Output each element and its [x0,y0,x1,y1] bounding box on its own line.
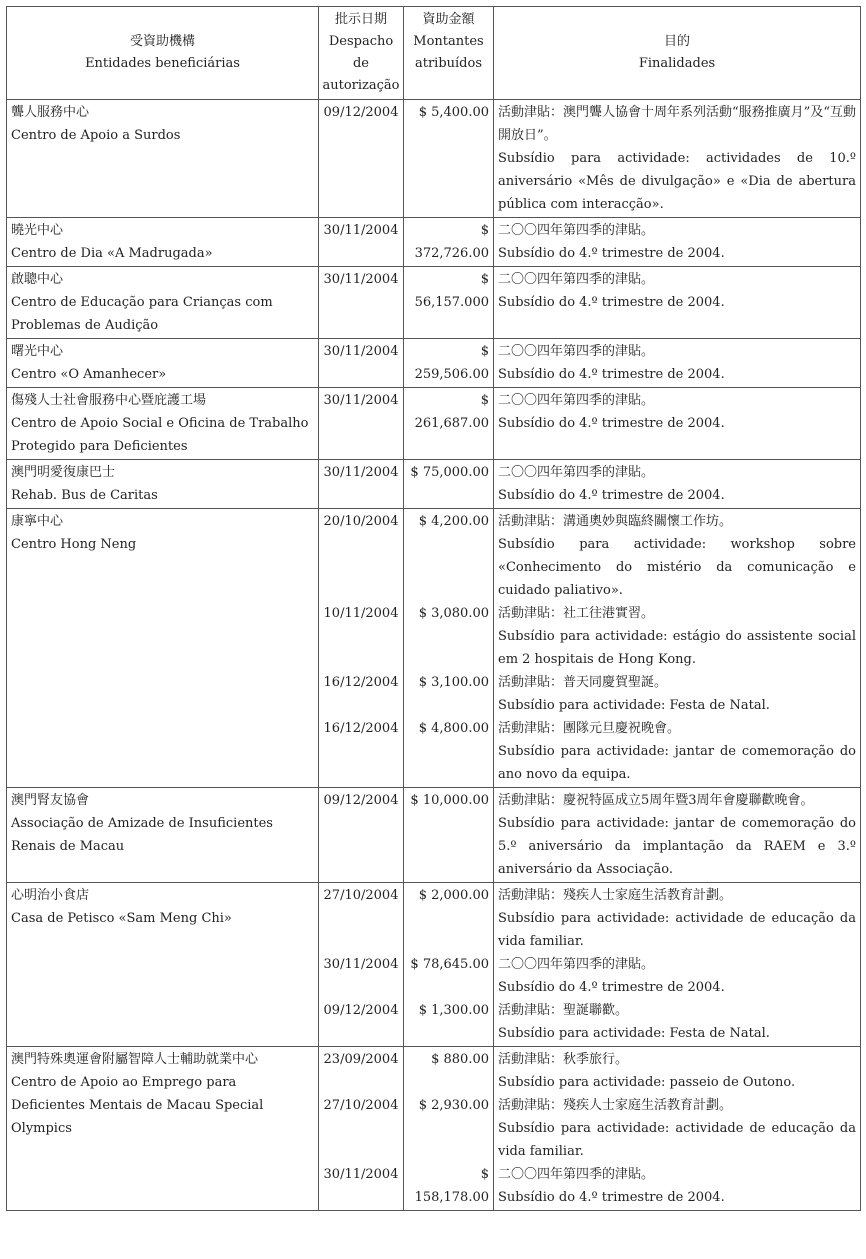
amount-value: $ 75,000.00 [410,465,489,480]
purpose-zh: 二〇〇四年第四季的津貼。 [498,393,655,408]
purpose-zh: 活動津貼：殘疾人士家庭生活教育計劃。 [498,1098,733,1113]
entity-name-pt: Centro de Apoio ao Emprego para Deficientes Mentais de Macau Special Olympics [11,1075,264,1136]
date-cell [319,218,404,267]
entity-cell [7,883,319,1047]
purpose-pt: Subsídio do 4.º trimestre de 2004. [498,416,725,431]
amount-cell [404,509,494,788]
entity-name-zh: 澳門腎友協會 [11,793,90,808]
entity-cell [7,339,319,388]
purpose-block [498,884,856,953]
amount-value: $ 5,400.00 [418,105,489,120]
approval-date: 10/11/2004 [323,606,399,621]
date-cell [319,100,404,218]
purpose-block [498,219,856,265]
entity-cell [7,388,319,460]
purpose-pt: Subsídio para actividade: workshop sobre «Conhecimento do mistério da comunicação e cuidado paliativo». [498,537,856,598]
header-date-pt1: Despacho de [328,34,394,71]
purpose-pt: Subsídio para actividade: jantar de comemoração do 5.º aniversário da implantação da RAEM e 3.º aniversário da Associação. [498,816,856,877]
entity-name-zh: 心明治小食店 [11,888,90,903]
amount-cell [404,788,494,883]
purpose-zh: 活動津貼：秋季旅行。 [498,1052,629,1067]
entity-name-pt: Centro de Educação para Crianças com Problemas de Audição [11,295,273,333]
purpose-block [498,461,856,507]
amount-cell [404,388,494,460]
header-date-pt2: autorização [322,78,400,93]
approval-date: 09/12/2004 [323,1003,399,1018]
entity-name-pt: Centro de Apoio Social e Oficina de Trabalho Protegido para Deficientes [11,416,309,454]
header-entity-zh: 受資助機構 [129,34,195,49]
purpose-pt: Subsídio para actividade: actividade de educação da vida familiar. [498,1121,856,1159]
table-row [7,460,861,509]
approval-date: 30/11/2004 [323,223,399,238]
purpose-zh: 活動津貼：慶祝特區成立5周年暨3周年會慶聯歡晚會。 [498,793,814,808]
amount-value: $ 372,726.00 [414,223,489,261]
approval-date: 27/10/2004 [323,1098,399,1113]
amount-value: $ 259,506.00 [414,344,489,382]
purpose-pt: Subsídio do 4.º trimestre de 2004. [498,1190,725,1205]
date-cell [319,267,404,339]
entity-name-zh: 澳門明愛復康巴士 [11,465,116,480]
purpose-zh: 活動津貼：溝通奧妙與臨終關懷工作坊。 [498,514,733,529]
purpose-cell [494,388,861,460]
approval-date: 16/12/2004 [323,675,399,690]
amount-value: $ 880.00 [431,1052,489,1067]
amount-value: $ 1,300.00 [418,1003,489,1018]
entity-name-pt: Centro de Apoio a Surdos [11,128,181,143]
entity-name-zh: 啟聰中心 [11,272,64,287]
subsidy-table [6,6,861,1211]
approval-date: 30/11/2004 [323,957,399,972]
purpose-block [498,789,856,881]
purpose-pt: Subsídio para actividade: jantar de comemoração do ano novo da equipa. [498,744,856,782]
purpose-cell [494,460,861,509]
purpose-block [498,268,856,314]
amount-cell [404,1047,494,1211]
purpose-zh: 二〇〇四年第四季的津貼。 [498,1167,655,1182]
amount-value: $ 158,178.00 [414,1167,489,1205]
purpose-block [498,1094,856,1163]
date-cell [319,1047,404,1211]
purpose-pt: Subsídio para actividade: actividades de 10.º aniversário «Mês de divulgação» e «Dia de abertura pública com interacção». [498,151,856,212]
entity-name-zh: 曉光中心 [11,223,64,238]
header-entity-pt: Entidades beneficiárias [85,56,240,71]
amount-cell [404,460,494,509]
purpose-zh: 二〇〇四年第四季的津貼。 [498,957,655,972]
entity-name-pt: Rehab. Bus de Caritas [11,488,158,503]
header-date-zh: 批示日期 [334,12,387,27]
approval-date: 27/10/2004 [323,888,399,903]
entity-name-pt: Associação de Amizade de Insuficientes Renais de Macau [11,816,273,854]
entity-cell [7,460,319,509]
purpose-zh: 活動津貼：團隊元旦慶祝晚會。 [498,721,681,736]
amount-cell [404,218,494,267]
table-row [7,388,861,460]
amount-value: $ 2,930.00 [418,1098,489,1113]
approval-date: 16/12/2004 [323,721,399,736]
purpose-zh: 活動津貼：殘疾人士家庭生活教育計劃。 [498,888,733,903]
entity-name-pt: Centro Hong Neng [11,537,137,552]
purpose-pt: Subsídio para actividade: Festa de Natal. [498,698,770,713]
approval-date: 30/11/2004 [323,272,399,287]
purpose-block [498,602,856,671]
amount-value: $ 4,200.00 [418,514,489,529]
entity-name-zh: 康寧中心 [11,514,64,529]
purpose-block [498,340,856,386]
amount-value: $ 56,157.000 [414,272,489,310]
amount-value: $ 10,000.00 [410,793,489,808]
entity-cell [7,509,319,788]
purpose-block [498,1048,856,1094]
purpose-cell [494,509,861,788]
entity-name-zh: 聾人服務中心 [11,105,90,120]
purpose-pt: Subsídio do 4.º trimestre de 2004. [498,488,725,503]
purpose-pt: Subsídio para actividade: passeio de Outono. [498,1075,796,1090]
date-cell [319,388,404,460]
purpose-zh: 二〇〇四年第四季的津貼。 [498,272,655,287]
purpose-cell [494,883,861,1047]
entity-cell [7,788,319,883]
date-cell [319,339,404,388]
date-cell [319,460,404,509]
purpose-cell [494,788,861,883]
header-amount-pt1: Montantes [413,34,484,49]
date-cell [319,883,404,1047]
header-row [7,7,861,100]
purpose-pt: Subsídio do 4.º trimestre de 2004. [498,980,725,995]
amount-cell [404,100,494,218]
purpose-zh: 二〇〇四年第四季的津貼。 [498,344,655,359]
amount-value: $ 78,645.00 [410,957,489,972]
purpose-block [498,953,856,999]
header-amount [404,7,494,100]
approval-date: 30/11/2004 [323,393,399,408]
purpose-zh: 活動津貼：澳門聾人協會十周年系列活動“服務推廣月”及“互動開放日”。 [498,105,856,143]
entity-cell [7,1047,319,1211]
table-row [7,218,861,267]
table-row [7,267,861,339]
header-amount-zh: 資助金額 [422,12,475,27]
header-purpose-pt: Finalidades [638,56,716,71]
table-row [7,100,861,218]
purpose-zh: 活動津貼：社工往港實習。 [498,606,655,621]
purpose-cell [494,339,861,388]
purpose-zh: 活動津貼：普天同慶賀聖誕。 [498,675,668,690]
purpose-cell [494,218,861,267]
purpose-pt: Subsídio para actividade: actividade de educação da vida familiar. [498,911,856,949]
table-row [7,788,861,883]
entity-name-zh: 澳門特殊奧運會附屬智障人士輔助就業中心 [11,1052,259,1067]
table-body [7,100,861,1211]
header-entity [7,7,319,100]
approval-date: 20/10/2004 [323,514,399,529]
amount-cell [404,339,494,388]
amount-value: $ 3,100.00 [418,675,489,690]
approval-date: 09/12/2004 [323,105,399,120]
amount-value: $ 4,800.00 [418,721,489,736]
header-date [319,7,404,100]
entity-name-zh: 傷殘人士社會服務中心暨庇護工場 [11,393,207,408]
purpose-pt: Subsídio do 4.º trimestre de 2004. [498,246,725,261]
approval-date: 30/11/2004 [323,344,399,359]
header-purpose-zh: 目的 [663,34,690,49]
purpose-pt: Subsídio do 4.º trimestre de 2004. [498,295,725,310]
purpose-block [498,671,856,717]
approval-date: 30/11/2004 [323,465,399,480]
purpose-zh: 活動津貼：聖誕聯歡。 [498,1003,629,1018]
amount-cell [404,883,494,1047]
header-purpose [494,7,861,100]
amount-value: $ 2,000.00 [418,888,489,903]
table-row [7,883,861,1047]
entity-cell [7,218,319,267]
amount-value: $ 3,080.00 [418,606,489,621]
entity-cell [7,267,319,339]
purpose-block [498,1163,856,1209]
date-cell [319,509,404,788]
date-cell [319,788,404,883]
table-row [7,339,861,388]
purpose-cell [494,1047,861,1211]
purpose-block [498,101,856,216]
purpose-block [498,999,856,1045]
table-row [7,1047,861,1211]
purpose-block [498,510,856,602]
entity-name-pt: Centro «O Amanhecer» [11,367,167,382]
purpose-pt: Subsídio para actividade: estágio do assistente social em 2 hospitais de Hong Kong. [498,629,856,667]
approval-date: 30/11/2004 [323,1167,399,1182]
entity-name-pt: Centro de Dia «A Madrugada» [11,246,213,261]
approval-date: 23/09/2004 [323,1052,399,1067]
purpose-zh: 二〇〇四年第四季的津貼。 [498,465,655,480]
approval-date: 09/12/2004 [323,793,399,808]
amount-value: $ 261,687.00 [414,393,489,431]
entity-name-zh: 曙光中心 [11,344,64,359]
entity-name-pt: Casa de Petisco «Sam Meng Chi» [11,911,232,926]
purpose-zh: 二〇〇四年第四季的津貼。 [498,223,655,238]
purpose-block [498,717,856,786]
header-amount-pt2: atribuídos [414,56,483,71]
purpose-cell [494,267,861,339]
purpose-pt: Subsídio para actividade: Festa de Natal. [498,1026,770,1041]
purpose-pt: Subsídio do 4.º trimestre de 2004. [498,367,725,382]
purpose-block [498,389,856,435]
table-row [7,509,861,788]
entity-cell [7,100,319,218]
purpose-cell [494,100,861,218]
amount-cell [404,267,494,339]
